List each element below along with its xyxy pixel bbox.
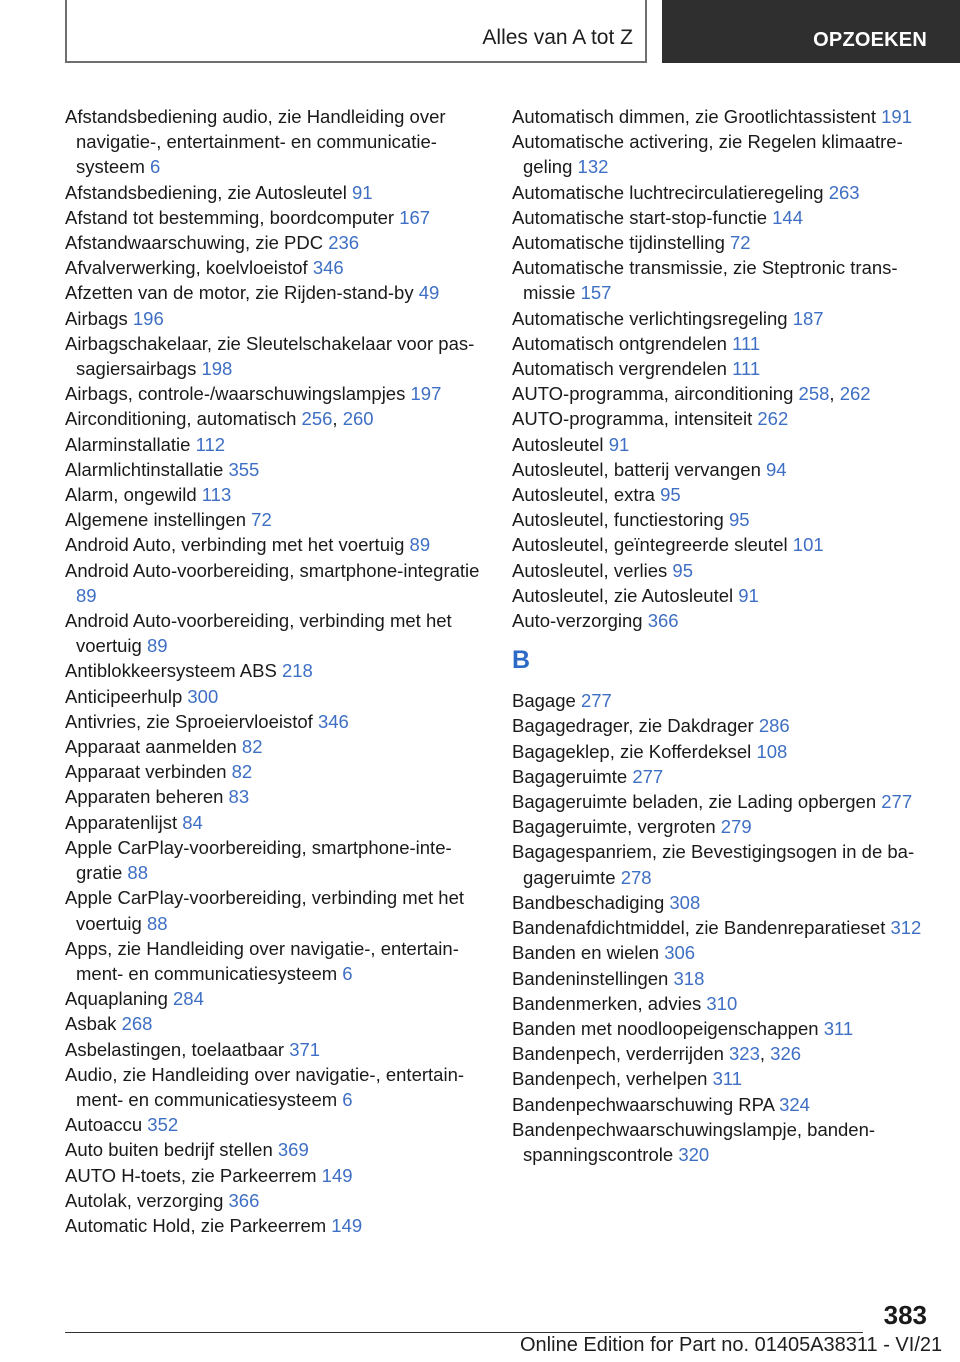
- index-entry-text: Bandenpech, verderrijden: [512, 1043, 724, 1065]
- index-entry: [65, 255, 485, 280]
- page-link[interactable]: 84: [182, 811, 203, 833]
- page-link[interactable]: 82: [231, 761, 253, 783]
- index-entry: [65, 986, 485, 1011]
- index-entry-text: Apparaat verbinden: [65, 761, 227, 783]
- index-entry-text: Autosleutel, zie Autosleutel: [512, 584, 734, 606]
- index-entry-text: AUTO-programma, intensiteit: [512, 408, 753, 430]
- page-link[interactable]: 278: [620, 866, 652, 888]
- page-number: 383: [883, 1300, 927, 1330]
- page-link[interactable]: 95: [660, 484, 681, 506]
- page-link[interactable]: 6: [150, 156, 161, 178]
- index-entry-text: Apps, zie Handleiding over navigatie-, entertainment- en communicatiesysteem: [65, 937, 459, 984]
- index-entry: [65, 759, 485, 784]
- index-entry: [512, 406, 932, 431]
- index-entry-text: Apparaten beheren: [65, 786, 224, 808]
- index-entry-text: Automatisch vergrendelen: [512, 358, 727, 380]
- index-entry: [65, 1062, 485, 1112]
- tab-opzoeken-label: OPZOEKEN: [813, 29, 927, 51]
- index-entry-text: Bandeninstellingen: [512, 967, 669, 989]
- index-entry-text: Algemene instellingen: [65, 509, 247, 531]
- index-entry: [512, 306, 932, 331]
- page-link[interactable]: 277: [881, 791, 913, 813]
- index-entry: [65, 482, 485, 507]
- page-link[interactable]: 112: [195, 433, 226, 455]
- index-entry-text: Bagagespanriem, zie Bevestigingsogen in de bagageruimte: [512, 841, 915, 888]
- page-link[interactable]: 91: [351, 181, 373, 203]
- index-entry-text: Autosleutel, extra: [512, 484, 655, 506]
- page-link[interactable]: 268: [121, 1013, 153, 1035]
- index-entry-text: Bagage: [512, 690, 576, 712]
- index-entry-text: Android Auto-voorbereiding, smartphone-integratie: [65, 559, 480, 581]
- index-entry-text: Automatische verlichtingsregeling: [512, 307, 788, 329]
- index-entry: [65, 810, 485, 835]
- index-entry-text: Audio, zie Handleiding over navigatie-, entertainment- en communicatiesysteem: [65, 1063, 465, 1110]
- index-entry-text: Aquaplaning: [65, 988, 168, 1010]
- page-link[interactable]: 366: [647, 610, 679, 632]
- page-link[interactable]: 198: [201, 358, 233, 380]
- index-entry: Airconditioning, automatisch 256, 260: [65, 408, 374, 430]
- index-entry-text: Afstandsbediening audio, zie Handleiding over navigatie-, entertainment- en communicatiesysteem: [65, 106, 446, 178]
- index-entry: [65, 457, 485, 482]
- page-link[interactable]: 132: [577, 156, 609, 178]
- index-entry: [512, 789, 932, 814]
- index-entry: [512, 129, 932, 179]
- index-entry: [512, 457, 932, 482]
- index-entry: [65, 835, 485, 885]
- index-entry-text: Afzetten van de motor, zie Rijden-stand-by: [65, 282, 414, 304]
- index-entry: [512, 558, 932, 583]
- index-entry-text: Automatisch ontgrendelen: [512, 332, 727, 354]
- index-entry-text: Airconditioning, automatisch: [65, 408, 297, 430]
- index-entry: [512, 764, 932, 789]
- index-entry-text: Asbelastingen, toelaatbaar: [65, 1038, 285, 1060]
- index-entry-text: Banden en wielen: [512, 942, 660, 964]
- page-link[interactable]: 346: [317, 710, 349, 732]
- index-entry-text: Bandenpechwaarschuwing RPA: [512, 1093, 774, 1115]
- index-entry-text: Apple CarPlay-voorbereiding, smartphone-integratie: [65, 836, 452, 884]
- tab-opzoeken[interactable]: [662, 0, 960, 63]
- index-column-left: [65, 104, 485, 1238]
- page-link[interactable]: 312: [890, 917, 922, 939]
- page-link[interactable]: 95: [729, 509, 750, 531]
- page-link[interactable]: 323: [729, 1043, 760, 1065]
- index-entry-text: Auto-verzorging: [512, 610, 643, 632]
- index-entry-text: Afvalverwerking, koelvloeistof: [65, 257, 308, 279]
- index-entry: [65, 205, 485, 230]
- page-link[interactable]: 108: [756, 740, 788, 762]
- index-entry-text: AUTO-programma, airconditioning: [512, 383, 794, 405]
- index-entry-text: Afstandwaarschuwing, zie PDC: [65, 232, 324, 254]
- page-link[interactable]: 191: [881, 106, 912, 127]
- page-link[interactable]: 89: [409, 534, 431, 556]
- index-entry: [65, 104, 485, 180]
- index-entry: [65, 306, 485, 331]
- page-link[interactable]: 149: [331, 1214, 363, 1236]
- page-link[interactable]: 300: [187, 685, 219, 707]
- page-link[interactable]: 95: [672, 559, 693, 581]
- page-link[interactable]: 371: [289, 1038, 321, 1060]
- page-link[interactable]: 263: [828, 181, 860, 203]
- index-entry: [65, 1163, 485, 1188]
- index-entry-text: Autolak, verzorging: [65, 1189, 224, 1211]
- index-entry: [65, 1112, 485, 1137]
- index-entry-text: Automatische transmissie, zie Steptronic transmissie: [512, 257, 898, 304]
- index-entry: [512, 432, 932, 457]
- index-entry-text: Automatic Hold, zie Parkeerrem: [65, 1214, 327, 1236]
- index-entry-text: Automatisch dimmen, zie Grootlichtassistent: [512, 106, 876, 127]
- page-link[interactable]: 167: [399, 206, 431, 228]
- index-entry-text: Android Auto-voorbereiding, verbinding met het voertuig: [65, 610, 452, 657]
- page-link[interactable]: 236: [328, 232, 360, 254]
- page-link[interactable]: 196: [132, 307, 164, 329]
- index-entry-text: Afstand tot bestemming, boordcomputer: [65, 206, 395, 228]
- page-link[interactable]: 306: [664, 942, 696, 964]
- index-entry-text: Bandenafdichtmiddel, zie Bandenreparatieset: [512, 917, 886, 939]
- index-entry: [65, 1037, 485, 1062]
- index-entry: [65, 432, 485, 457]
- index-entry-text: Alarm, ongewild: [65, 484, 197, 506]
- page-link[interactable]: 262: [839, 383, 871, 405]
- index-entry-text: Airbags, controle-/waarschuwingslampjes: [65, 383, 406, 405]
- index-entry-text: Autosleutel, functiestoring: [512, 509, 724, 531]
- page-link[interactable]: 277: [632, 765, 664, 787]
- page-link[interactable]: 355: [228, 458, 260, 480]
- index-entry: [65, 1188, 485, 1213]
- header-title: Alles van A tot Z: [482, 26, 633, 49]
- index-entry-text: Apparatenlijst: [65, 811, 178, 833]
- page-link[interactable]: 6: [342, 962, 353, 984]
- index-entry-text: Antivries, zie Sproeiervloeistof: [65, 710, 313, 732]
- index-entry-text: Alarminstallatie: [65, 433, 191, 455]
- index-entry-text: Automatische start-stop-functie: [512, 206, 767, 228]
- index-entry: [65, 532, 485, 557]
- page-link[interactable]: 113: [201, 484, 232, 506]
- page-link[interactable]: 72: [251, 509, 272, 531]
- page-link[interactable]: 88: [146, 912, 168, 934]
- index-entry: [65, 709, 485, 734]
- index-entry: [512, 331, 932, 356]
- index-column-right: [512, 104, 932, 1167]
- index-entry-text: Autosleutel, batterij vervangen: [512, 458, 761, 480]
- page-link[interactable]: 366: [228, 1189, 260, 1211]
- page-link[interactable]: 346: [312, 257, 344, 279]
- page-link[interactable]: 6: [342, 1088, 353, 1110]
- page-link[interactable]: 258: [798, 383, 830, 405]
- page-link[interactable]: 262: [757, 408, 789, 430]
- page-link[interactable]: 187: [792, 307, 824, 329]
- footer-edition: Online Edition for Part no. 01405A38311 - VI/21: [520, 1334, 943, 1356]
- index-entry: [65, 684, 485, 709]
- index-entry: [512, 688, 932, 713]
- index-entry-text: Autoaccu: [65, 1114, 143, 1136]
- page-link[interactable]: 284: [173, 988, 204, 1010]
- page-link[interactable]: 72: [730, 232, 751, 254]
- section-letter: B: [512, 646, 531, 675]
- page-link[interactable]: 352: [147, 1114, 179, 1136]
- index-entry: [65, 230, 485, 255]
- index-entry-text: Afstandsbediening, zie Autosleutel: [65, 181, 347, 203]
- index-entry-text: Bandenpechwaarschuwingslampje, bandenspanningscontrole: [512, 1118, 876, 1165]
- index-entry: [512, 839, 932, 889]
- page-link[interactable]: 324: [779, 1093, 810, 1115]
- index-entry: [65, 885, 485, 935]
- index-entry: [512, 1117, 932, 1167]
- index-entry-text: Apparaat aanmelden: [65, 736, 237, 758]
- index-entry: [65, 381, 485, 406]
- index-entry-text: Airbags: [65, 307, 128, 329]
- page-link[interactable]: 260: [342, 408, 374, 430]
- index-entry: [512, 482, 932, 507]
- index-entry: [512, 713, 932, 738]
- index-entry-text: Alarmlichtinstallatie: [65, 458, 224, 480]
- page-link[interactable]: 111: [732, 332, 761, 354]
- index-entry-text: Automatische luchtrecirculatieregeling: [512, 181, 824, 203]
- index-entry-text: Bagageruimte: [512, 765, 628, 787]
- index-entry: [65, 936, 485, 986]
- page-link[interactable]: 318: [673, 967, 705, 989]
- index-entry: [512, 991, 932, 1016]
- index-entry-text: Airbagschakelaar, zie Sleutelschakelaar voor passagiersairbags: [65, 332, 475, 380]
- page-link[interactable]: 111: [732, 358, 761, 380]
- page-link[interactable]: 49: [418, 282, 440, 304]
- index-entry: [512, 966, 932, 991]
- index-entry: Bandenpech, verderrijden 323, 326: [512, 1043, 802, 1065]
- index-entry: [65, 1011, 485, 1036]
- footer-divider: [65, 1332, 863, 1333]
- index-entry: [512, 583, 932, 608]
- index-entry-text: Banden met noodloopeigenschappen: [512, 1017, 819, 1039]
- index-entry-text: Automatische tijdinstelling: [512, 232, 725, 254]
- index-entry-text: Anticipeerhulp: [65, 685, 183, 707]
- index-entry-text: AUTO H-toets, zie Parkeerrem: [65, 1164, 317, 1186]
- index-entry: [65, 558, 485, 608]
- index-entry: [65, 734, 485, 759]
- index-entry-text: Autosleutel, geïntegreerde sleutel: [512, 534, 788, 556]
- index-entry: [65, 608, 485, 658]
- page-link[interactable]: 83: [228, 786, 250, 808]
- page-link[interactable]: 311: [823, 1017, 854, 1039]
- page-link[interactable]: 101: [792, 534, 824, 556]
- page-link[interactable]: 88: [127, 862, 148, 884]
- index-entry: [512, 104, 932, 129]
- index-entry: [512, 915, 932, 940]
- page-link[interactable]: 157: [580, 282, 612, 304]
- index-entry-text: Bandenmerken, advies: [512, 992, 702, 1014]
- page-link[interactable]: 149: [321, 1164, 353, 1186]
- index-entry-text: Auto buiten bedrijf stellen: [65, 1139, 273, 1161]
- page-link[interactable]: 308: [669, 891, 701, 913]
- header-frame: [65, 0, 647, 63]
- index-entry-text: Bagageruimte, vergroten: [512, 816, 716, 838]
- index-entry: [512, 608, 932, 633]
- index-entry-text: Android Auto, verbinding met het voertuig: [65, 534, 405, 556]
- index-entry: [512, 356, 932, 381]
- index-entry-text: Autosleutel, verlies: [512, 559, 668, 581]
- page-link[interactable]: 286: [758, 715, 790, 737]
- index-entry: [512, 532, 932, 557]
- page-link[interactable]: 279: [720, 816, 752, 838]
- page-link[interactable]: 89: [146, 635, 168, 657]
- index-entry: [512, 507, 932, 532]
- page-link[interactable]: 277: [580, 690, 612, 712]
- index-entry: [65, 331, 485, 381]
- index-entry: [65, 180, 485, 205]
- index-entry: [512, 255, 932, 305]
- index-entry: [512, 1016, 932, 1041]
- index-entry-text: Apple CarPlay-voorbereiding, verbinding met het voertuig: [65, 887, 464, 934]
- index-entry: [65, 1137, 485, 1162]
- index-entry: [512, 180, 932, 205]
- index-entry-text: Bagagedrager, zie Dakdrager: [512, 715, 754, 737]
- index-entry: [65, 658, 485, 683]
- page-link[interactable]: 82: [241, 736, 263, 758]
- page-link[interactable]: 326: [770, 1043, 802, 1065]
- index-entry: [512, 230, 932, 255]
- index-entry: [512, 205, 932, 230]
- page-link[interactable]: 320: [678, 1143, 710, 1165]
- index-entry: [65, 1213, 485, 1238]
- index-entry-text: Asbak: [65, 1013, 117, 1035]
- index-entry-text: Bandbeschadiging: [512, 891, 665, 913]
- index-entry-text: Autosleutel: [512, 433, 604, 455]
- index-entry: AUTO-programma, airconditioning 258, 262: [512, 383, 871, 405]
- index-entry: [512, 890, 932, 915]
- index-entry-text: Automatische activering, zie Regelen klimaatregeling: [512, 131, 903, 178]
- index-entry: [512, 739, 932, 764]
- page-link[interactable]: 197: [410, 383, 442, 405]
- index-entry-text: Bandenpech, verhelpen: [512, 1068, 708, 1090]
- index-entry: [512, 1092, 932, 1117]
- index-entry: [512, 814, 932, 839]
- page-link[interactable]: 89: [76, 584, 97, 606]
- index-entry-text: Antiblokkeersysteem ABS: [65, 660, 277, 682]
- index-entry: [512, 940, 932, 965]
- page-link[interactable]: 94: [766, 458, 787, 480]
- index-entry-text: Bagageklep, zie Kofferdeksel: [512, 740, 752, 762]
- index-entry: [512, 1066, 932, 1091]
- index-entry: [65, 507, 485, 532]
- page-link[interactable]: 311: [712, 1068, 743, 1090]
- page-link[interactable]: 91: [738, 584, 759, 606]
- page-link[interactable]: 369: [277, 1139, 309, 1161]
- index-entry: [65, 280, 485, 305]
- page-link[interactable]: 256: [301, 408, 333, 430]
- index-entry-text: Bagageruimte beladen, zie Lading opbergen: [512, 791, 877, 813]
- index-entry: [65, 784, 485, 809]
- page-link[interactable]: 310: [706, 992, 738, 1014]
- page-link[interactable]: 144: [772, 206, 804, 228]
- page-link[interactable]: 91: [608, 433, 630, 455]
- page-link[interactable]: 218: [281, 660, 313, 682]
